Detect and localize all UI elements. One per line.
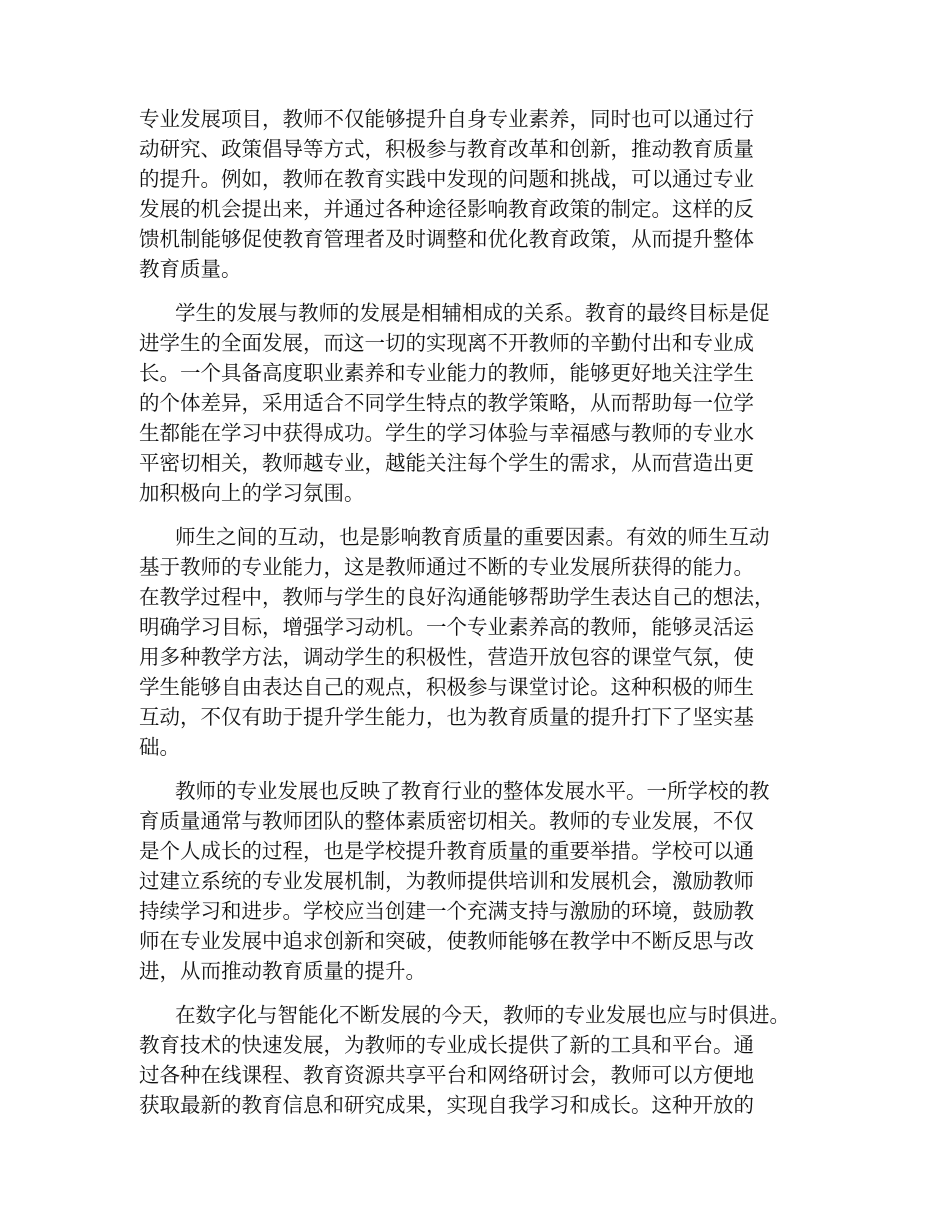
text-line: 发展的机会提出来，并通过各种途径影响教育政策的制定。这样的反: [139, 197, 754, 221]
text-line: 过各种在线课程、教育资源共享平台和网络研讨会，教师可以方便地: [139, 1063, 754, 1087]
text-line: 基于教师的专业能力，这是教师通过不断的专业发展所获得的能力。: [139, 555, 754, 579]
text-line-first: 教师的专业发展也反映了教育行业的整体发展水平。一所学校的教: [175, 779, 770, 803]
text-line: 专业发展项目，教师不仅能够提升自身专业素养，同时也可以通过行: [139, 107, 754, 131]
text-line: 师在专业发展中追求创新和突破，使教师能够在教学中不断反思与改: [139, 929, 754, 953]
text-line: 加积极向上的学习氛围。: [139, 481, 365, 505]
text-line: 进，从而推动教育质量的提升。: [139, 959, 426, 983]
text-line: 在教学过程中，教师与学生的良好沟通能够帮助学生表达自己的想法，: [139, 585, 775, 609]
text-line-first: 师生之间的互动，也是影响教育质量的重要因素。有效的师生互动: [175, 525, 770, 549]
text-line: 获取最新的教育信息和研究成果，实现自我学习和成长。这种开放的: [139, 1093, 754, 1117]
text-line: 动研究、政策倡导等方式，积极参与教育改革和创新，推动教育质量: [139, 137, 754, 161]
text-line: 教育质量。: [139, 257, 242, 281]
text-line: 过建立系统的专业发展机制，为教师提供培训和发展机会，激励教师: [139, 869, 754, 893]
text-line: 础。: [139, 735, 180, 759]
text-line: 馈机制能够促使教育管理者及时调整和优化教育政策，从而提升整体: [139, 227, 754, 251]
paragraph-3: [139, 522, 829, 762]
document-body: [139, 104, 829, 1134]
text-line-first: 学生的发展与教师的发展是相辅相成的关系。教育的最终目标是促: [175, 301, 770, 325]
text-line: 长。一个具备高度职业素养和专业能力的教师，能够更好地关注学生: [139, 361, 754, 385]
paragraph-2: [139, 298, 829, 508]
text-line: 育质量通常与教师团队的整体素质密切相关。教师的专业发展，不仅: [139, 809, 754, 833]
text-line: 平密切相关，教师越专业，越能关注每个学生的需求，从而营造出更: [139, 451, 754, 475]
text-line: 的个体差异，采用适合不同学生特点的教学策略，从而帮助每一位学: [139, 391, 754, 415]
text-line: 明确学习目标，增强学习动机。一个专业素养高的教师，能够灵活运: [139, 615, 754, 639]
text-line: 生都能在学习中获得成功。学生的学习体验与幸福感与教师的专业水: [139, 421, 754, 445]
paragraph-1: [139, 104, 829, 284]
text-line: 持续学习和进步。学校应当创建一个充满支持与激励的环境，鼓励教: [139, 899, 754, 923]
paragraph-4: [139, 776, 829, 986]
text-line: 进学生的全面发展，而这一切的实现离不开教师的辛勤付出和专业成: [139, 331, 754, 355]
text-line: 的提升。例如，教师在教育实践中发现的问题和挑战，可以通过专业: [139, 167, 754, 191]
text-line: 教育技术的快速发展，为教师的专业成长提供了新的工具和平台。通: [139, 1033, 754, 1057]
text-line: 用多种教学方法，调动学生的积极性，营造开放包容的课堂气氛，使: [139, 645, 754, 669]
text-line-first: 在数字化与智能化不断发展的今天，教师的专业发展也应与时俱进。: [175, 1003, 790, 1027]
text-line: 互动，不仅有助于提升学生能力，也为教育质量的提升打下了坚实基: [139, 705, 754, 729]
paragraph-5: [139, 1000, 829, 1120]
text-line: 是个人成长的过程，也是学校提升教育质量的重要举措。学校可以通: [139, 839, 754, 863]
text-line: 学生能够自由表达自己的观点，积极参与课堂讨论。这种积极的师生: [139, 675, 754, 699]
